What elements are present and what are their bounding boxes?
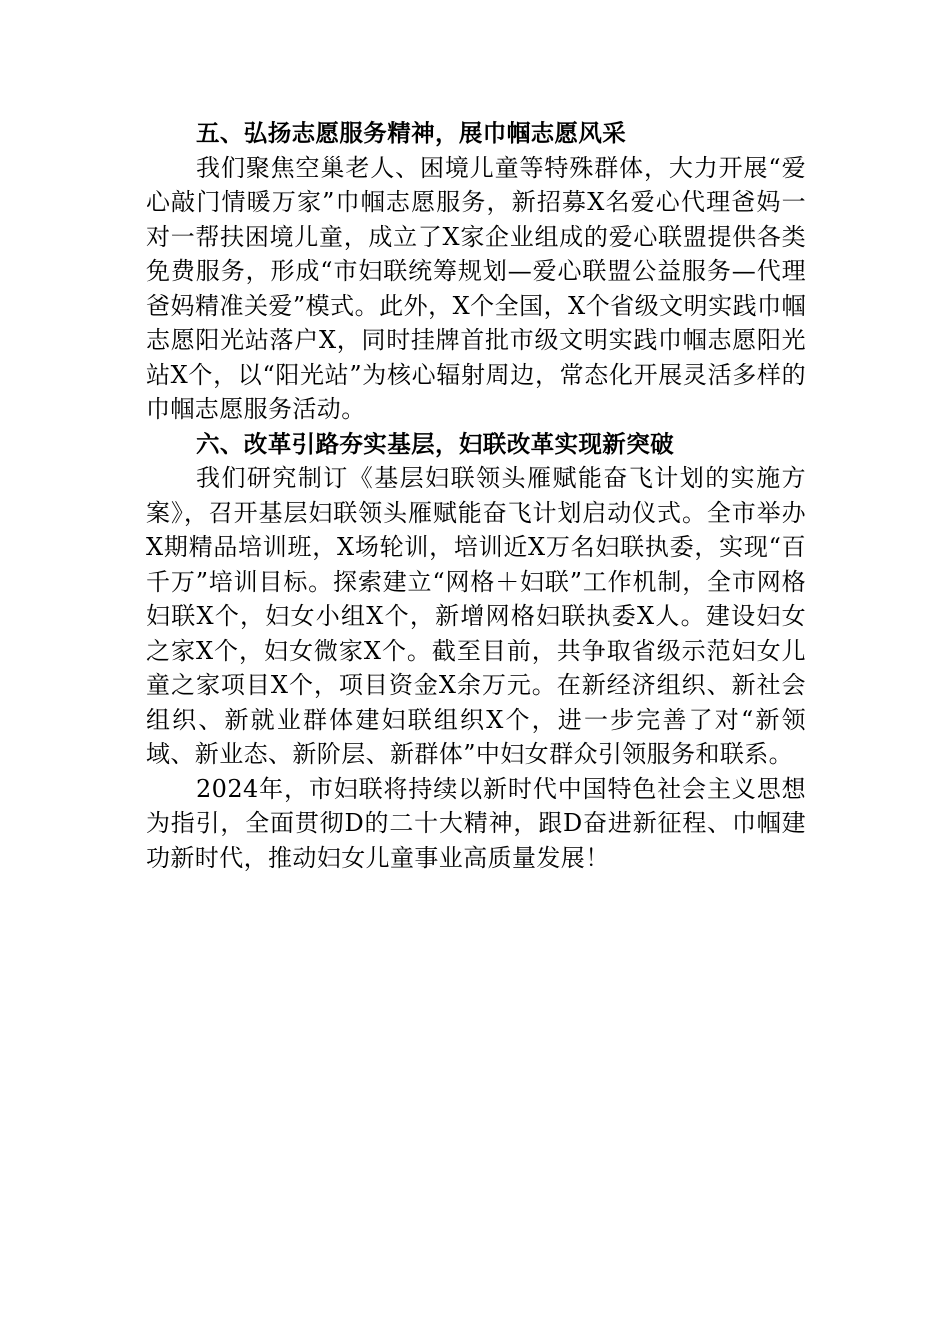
section-paragraph-5: 我们聚焦空巢老人、困境儿童等特殊群体，大力开展“爱心敲门情暖万家”巾帼志愿服务，新招募X名爱心代理爸妈一对一帮扶困境儿童，成立了X家企业组成的爱心联盟提供各类免费服务，形成“市妇联统筹规划—爱心联盟公益服务—代理爸妈精准关爱”模式。此外，X个全国，X个省级文明实践巾帼志愿阳光站落户X，同时挂牌首批市级文明实践巾帼志愿阳光站X个，以“阳光站”为核心辐射周边，常态化开展灵活多样的巾帼志愿服务活动。 bbox=[146, 153, 806, 423]
section-heading-5: 五、弘扬志愿服务精神，展巾帼志愿风采 bbox=[196, 119, 627, 147]
document-body bbox=[146, 116, 806, 875]
section-paragraph-6: 我们研究制订《基层妇联领头雁赋能奋飞计划的实施方案》，召开基层妇联领头雁赋能奋飞计划启动仪式。全市举办X期精品培训班，X场轮训，培训近X万名妇联执委，实现“百千万”培训目标。探索建立“网格＋妇联”工作机制，全市网格妇联X个，妇女小组X个，新增网格妇联执委X人。建设妇女之家X个，妇女微家X个。截至目前，共争取省级示范妇女儿童之家项目X个，项目资金X余万元。在新经济组织、新社会组织、新就业群体建妇联组织X个，进一步完善了对“新领域、新业态、新阶层、新群体”中妇女群众引领服务和联系。 bbox=[146, 464, 806, 768]
closing-paragraph: 2024年，市妇联将持续以新时代中国特色社会主义思想为指引，全面贯彻D的二十大精神，跟D奋进新征程、巾帼建功新时代，推动妇女儿童事业高质量发展！ bbox=[146, 774, 806, 872]
section-heading-6: 六、改革引路夯实基层，妇联改革实现新突破 bbox=[196, 429, 674, 458]
